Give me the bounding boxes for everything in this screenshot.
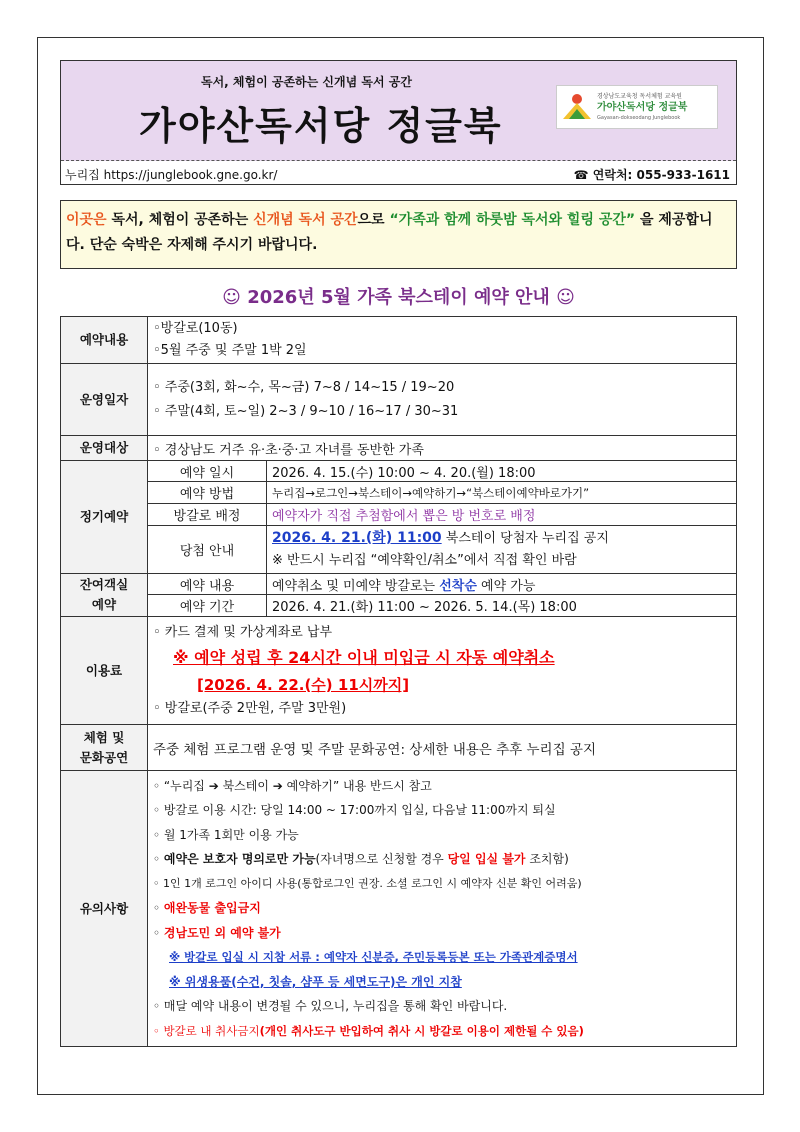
row-label: 운영대상 (61, 436, 148, 461)
row-label: 정기예약 (61, 461, 148, 574)
notice-part: “가족과 함께 하룻밤 독서와 힐링 공간” (389, 212, 636, 228)
logo-icon (557, 87, 597, 127)
notice-part: 독서, 체험이 공존하는 (111, 212, 254, 228)
note-item: ◦ 매달 예약 내용이 변경될 수 있으니, 누리집을 통해 확인 바랍니다. (153, 999, 508, 1014)
notice-part: 이곳은 (66, 212, 112, 228)
header-banner (61, 61, 736, 161)
table-row (61, 317, 737, 364)
cell-text: 북스테이 당첨자 누리집 공지 (441, 531, 609, 546)
sub-label: 방갈로 배정 (148, 504, 267, 526)
cell-text: ◦ 카드 결제 및 가상계좌로 납부 (153, 624, 333, 640)
note-item: ◦ 월 1가족 1회만 이용 가능 (153, 827, 299, 842)
cell-text: 누리집→로그인→북스테이→예약하기→“북스테이예약바로가기” (267, 482, 737, 504)
note-item: ※ 위생용품(수건, 칫솔, 샴푸 등 세면도구)은 개인 지참 (169, 974, 462, 989)
logo-line1: 경상남도교육청 독서체험 교육원 (597, 92, 682, 100)
notice-part: 으로 (357, 212, 390, 228)
cell-text: 예약취소 및 미예약 방갈로는 (272, 578, 440, 594)
sub-label: 예약 일시 (148, 461, 267, 482)
note-part: 경남도민 외 예약 불가 (163, 925, 281, 940)
row-label: 운영일자 (61, 364, 148, 436)
row-label (61, 725, 148, 771)
notice-part: 을 제공합니다. 단순 숙박은 자제해 주시기 바랍니다. (66, 212, 713, 253)
sub-label: 예약 내용 (148, 574, 267, 595)
table-row (61, 574, 737, 595)
sub-label: 예약 방법 (148, 482, 267, 504)
table-row (61, 504, 737, 526)
note-part: 조치함) (525, 852, 569, 867)
row-label (61, 574, 148, 617)
header-subtitle: 독서, 체험이 공존하는 신개념 독서 공간 (201, 75, 412, 89)
logo (556, 85, 718, 129)
table-row (61, 461, 737, 482)
row-label: 유의사항 (61, 771, 148, 1047)
row-label-line: 잔여객실 (79, 577, 129, 592)
sub-label: 당첨 안내 (148, 526, 267, 574)
note-part: ◦ (153, 852, 164, 867)
cell-text: ◦5월 주중 및 주말 1박 2일 (153, 343, 307, 358)
cell-text: ◦방갈로(10동) (153, 321, 238, 336)
table-row (61, 771, 737, 1047)
notice-part: 신개념 독서 공간 (253, 212, 358, 228)
row-label-line: 체험 및 (83, 729, 125, 745)
table-row (61, 482, 737, 504)
table-row (61, 436, 737, 461)
note-part: (자녀명으로 신청할 경우 (315, 852, 448, 867)
table-row (61, 725, 737, 771)
note-item: ◦ 방갈로 이용 시간: 당일 14:00 ~ 17:00까지 입실, 다음날 11:00까지 퇴실 (153, 803, 556, 818)
cell-text: ◦ 주중(3회, 화~수, 목~금) 7~8 / 14~15 / 19~20 (153, 379, 455, 395)
note-part: (개인 취사도구 반입하여 취사 시 방갈로 이용이 제한될 수 있음) (259, 1023, 584, 1038)
intro-notice (60, 200, 737, 269)
logo-line2: 가야산독서당 정글북 (597, 101, 688, 113)
section-heading: ☺ 2026년 5월 가족 북스테이 예약 안내 ☺ (222, 287, 575, 308)
header-box (60, 60, 737, 185)
contact-phone: ☎ 연락처: 055-933-1611 (573, 168, 730, 182)
note-item: ◦ 1인 1개 로그인 아이디 사용(통합로그인 권장. 소셜 로그인 시 예약자 신분 확인 어려움) (153, 876, 582, 890)
cell-text: 예약자가 직접 추첨함에서 뽑은 방 번호로 배정 (267, 504, 737, 526)
note-item: ※ 방갈로 입실 시 지참 서류 : 예약자 신분증, 주민등록등본 또는 가족관계증명서 (169, 950, 578, 965)
note-item: ◦ “누리집 ➔ 북스테이 ➔ 예약하기” 내용 반드시 참고 (153, 778, 432, 793)
table-row (61, 364, 737, 436)
cell-text: ※ 예약 성립 후 24시간 이내 미입금 시 자동 예약취소 (173, 647, 555, 667)
table-row (61, 617, 737, 725)
table-row (61, 595, 737, 617)
website-url[interactable]: 누리집 https://junglebook.gne.go.kr/ (65, 168, 278, 182)
cell-text: 주중 체험 프로그램 운영 및 주말 문화공연: 상세한 내용은 추후 누리집 공지 (148, 725, 737, 771)
cell-text: ◦ 주말(4회, 토~일) 2~3 / 9~10 / 16~17 / 30~31 (153, 403, 459, 419)
page-title: 가야산독서당 정글북 (139, 104, 503, 148)
row-label-line: 예약 (91, 597, 117, 612)
cell-text: [2026. 4. 22.(수) 11시까지] (197, 675, 410, 694)
row-label: 이용료 (61, 617, 148, 725)
info-table (60, 316, 737, 1047)
cell-text: ◦ 방갈로(주중 2만원, 주말 3만원) (153, 700, 347, 716)
logo-line3: Gayasan-dokseodang Junglebook (597, 114, 681, 121)
cell-text: ◦ 경상남도 거주 유·초·중·고 자녀를 동반한 가족 (148, 436, 737, 461)
cell-text: ※ 반드시 누리집 “예약확인/취소”에서 직접 확인 바람 (272, 553, 577, 568)
note-part: ◦ (153, 901, 164, 916)
announce-date: 2026. 4. 21.(화) 11:00 (272, 530, 442, 546)
row-label: 예약내용 (61, 317, 148, 364)
cell-text: 예약 가능 (476, 578, 536, 594)
cell-text: 2026. 4. 15.(수) 10:00 ~ 4. 20.(월) 18:00 (267, 461, 737, 482)
note-part: 당일 입실 불가 (447, 852, 526, 867)
note-part: 애완동물 출입금지 (163, 901, 261, 916)
note-part: 예약은 보호자 명의로만 가능 (163, 852, 316, 867)
note-part: ◦ 방갈로 내 취사금지 (153, 1023, 260, 1038)
sub-label: 예약 기간 (148, 595, 267, 617)
row-label-line: 문화공연 (79, 749, 129, 765)
note-part: ◦ (153, 925, 164, 940)
cell-text: 선착순 (439, 578, 477, 594)
cell-text: 2026. 4. 21.(화) 11:00 ~ 2026. 5. 14.(목) 18:00 (267, 595, 737, 617)
table-row (61, 526, 737, 574)
